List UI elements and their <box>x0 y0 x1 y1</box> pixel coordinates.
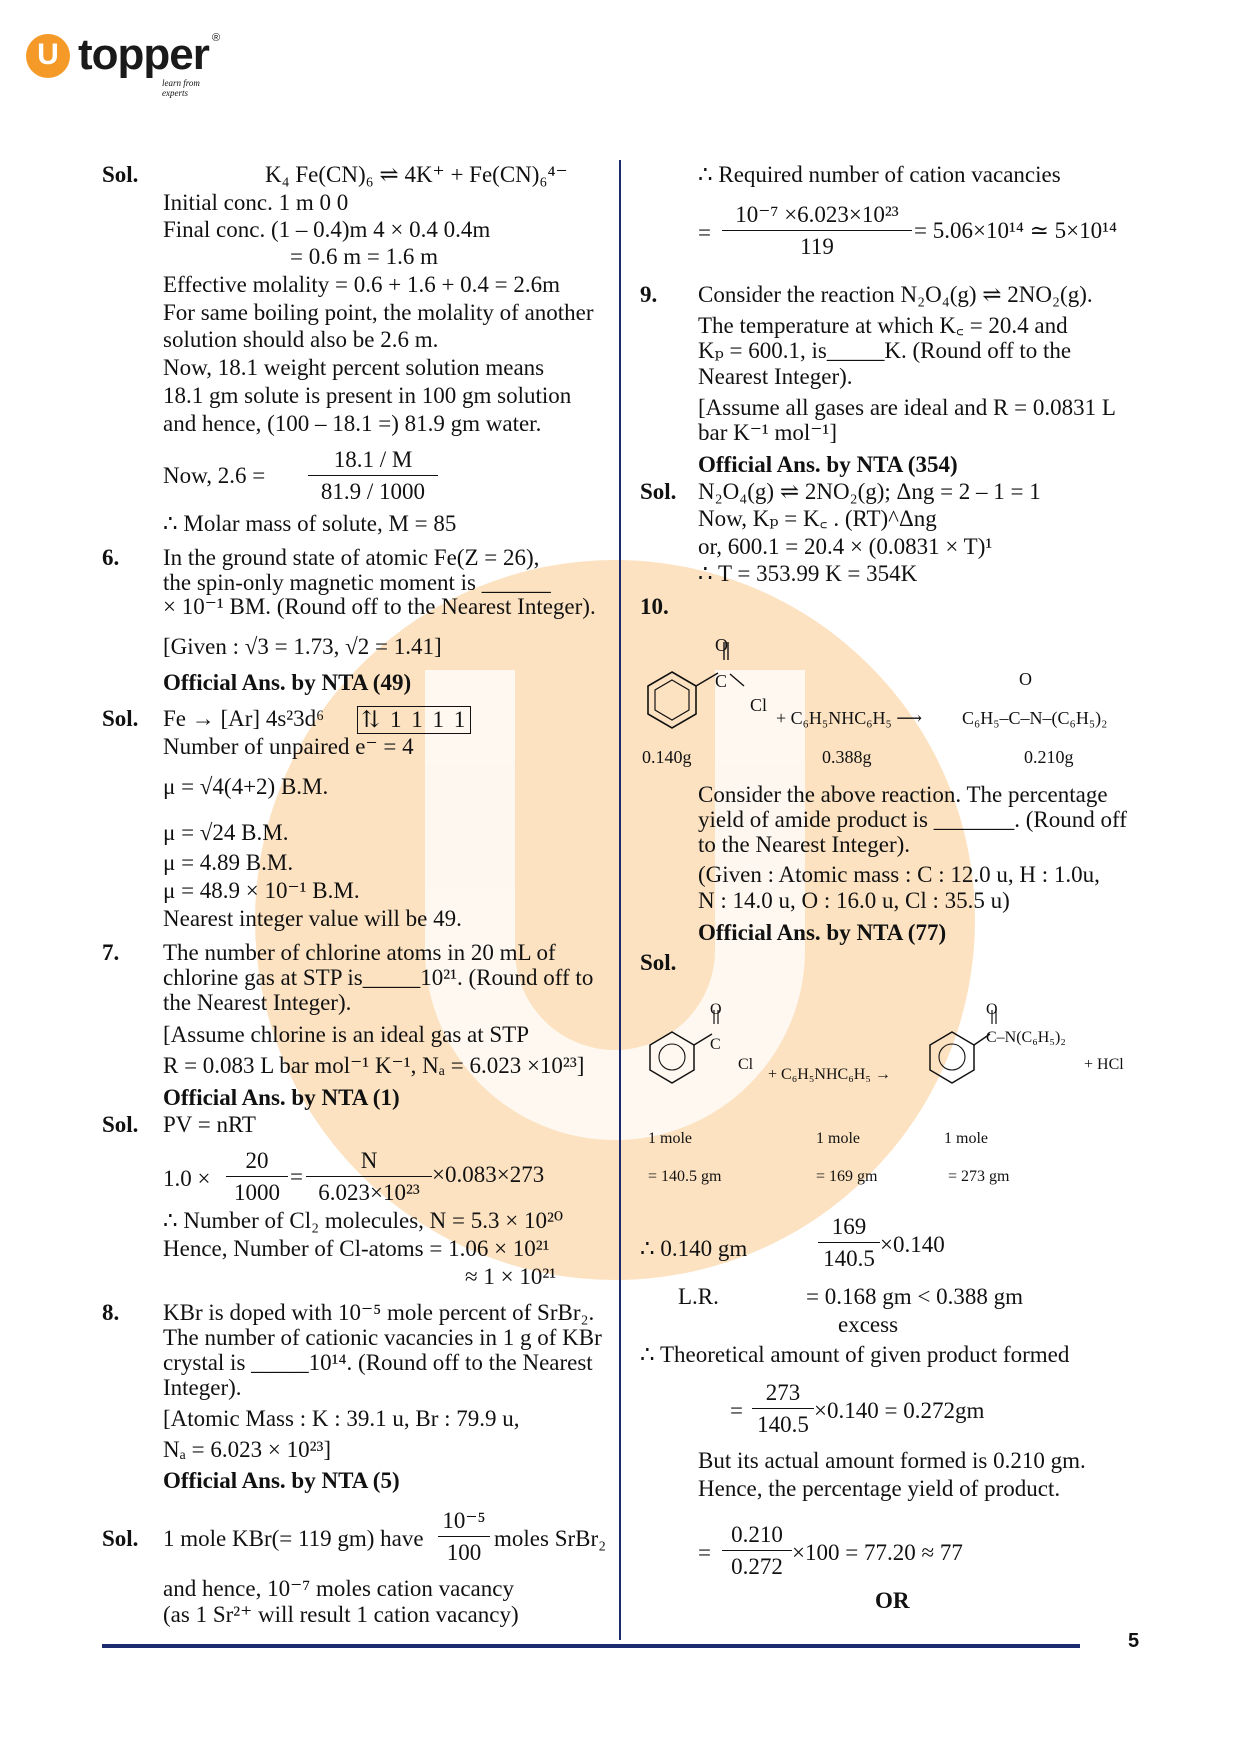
question-number: 9. <box>640 282 658 307</box>
fraction <box>752 1380 814 1438</box>
text-line: 1.0 × <box>163 1166 211 1191</box>
byproduct-text: + HCl <box>1084 1056 1124 1073</box>
atom-label: O <box>986 1001 998 1018</box>
text-line: (Given : Atomic mass : C : 12.0 u, H : 1.0u, <box>698 862 1100 887</box>
fraction-denominator: 119 <box>800 234 834 259</box>
text-line: Nₐ = 6.023 × 10²³] <box>163 1437 332 1462</box>
text-line: Initial conc. 1 m 0 0 <box>163 190 349 215</box>
text-line: or, 600.1 = 20.4 × (0.0831 × T)¹ <box>698 534 993 559</box>
text-line: Nearest Integer). <box>698 364 853 389</box>
question-number: 10. <box>640 594 669 619</box>
reactant-text: + C₆H₅NHC₆H₅ ⟶ <box>776 708 923 728</box>
equals: = <box>730 1398 743 1423</box>
or-separator: OR <box>875 1588 910 1613</box>
text-line: ∴ T = 353.99 K = 354K <box>698 561 918 586</box>
mole-label: 1 mole <box>648 1130 692 1147</box>
text-line: ∴ Number of Cl₂ molecules, N = 5.3 × 10²⁰ <box>163 1208 564 1233</box>
fraction-numerator: 10⁻⁵ <box>438 1508 490 1537</box>
text-line: ≈ 1 × 10²¹ <box>465 1264 557 1289</box>
mole-label: 1 mole <box>944 1130 988 1147</box>
fraction-numerator: 20 <box>226 1148 288 1177</box>
footer-rule <box>102 1644 1080 1648</box>
text-line: ∴ Required number of cation vacancies <box>698 162 1061 187</box>
text-line: [Atomic Mass : K : 39.1 u, Br : 79.9 u, <box>163 1406 520 1431</box>
text-line: Hence, the percentage yield of product. <box>698 1476 1061 1501</box>
fraction <box>226 1148 288 1206</box>
official-answer: Official Ans. by NTA (77) <box>698 920 947 945</box>
mass-label: = 169 gm <box>816 1168 878 1185</box>
text-line: Effective molality = 0.6 + 1.6 + 0.4 = 2.6m <box>163 272 561 297</box>
page-number: 5 <box>1128 1630 1140 1652</box>
text-line: excess <box>838 1312 899 1337</box>
product-text: C–N(C₆H₅)₂ <box>986 1029 1066 1046</box>
text-line: yield of amide product is _______. (Round off <box>698 807 1127 832</box>
fraction-denominator: 0.272 <box>731 1554 783 1579</box>
sol-label: Sol. <box>640 479 677 504</box>
atom-label: O <box>710 1001 722 1018</box>
text-line: ×0.140 <box>880 1232 945 1257</box>
text-line: μ = 48.9 × 10⁻¹ B.M. <box>163 878 360 903</box>
text-line: crystal is _____10¹⁴. (Round off to the Nearest <box>163 1350 593 1375</box>
text-line: The temperature at which K꜀ = 20.4 and <box>698 313 1068 338</box>
logo-wordmark: topper <box>78 30 209 79</box>
text-line: KBr is doped with 10⁻⁵ mole percent of SrBr₂. <box>163 1300 595 1325</box>
text-line: the Nearest Integer). <box>163 990 352 1015</box>
question-number: 8. <box>102 1300 120 1325</box>
text-line: Consider the above reaction. The percentage <box>698 782 1108 807</box>
fraction <box>306 1148 432 1206</box>
logo-mark: U <box>26 34 70 78</box>
text-line: = 0.6 m = 1.6 m <box>290 244 438 269</box>
question-number: 7. <box>102 940 120 965</box>
text-line: Now, 2.6 = <box>163 463 266 488</box>
text-line: Final conc. (1 – 0.4)m 4 × 0.4 0.4m <box>163 217 491 242</box>
text-line: Now, Kₚ = K꜀ . (RT)^Δng <box>698 506 937 531</box>
benzoyl-chloride-structure <box>644 1000 744 1100</box>
fraction-denominator: 140.5 <box>823 1246 875 1271</box>
atom-label: Cl <box>738 1056 754 1073</box>
topper-logo <box>26 30 226 98</box>
text-line: The number of cationic vacancies in 1 g of KBr <box>163 1325 602 1350</box>
text-line: and hence, 10⁻⁷ moles cation vacancy <box>163 1576 514 1601</box>
fraction-denominator: 1000 <box>234 1180 280 1205</box>
text-line: Number of unpaired e⁻ = 4 <box>163 734 414 759</box>
fraction <box>438 1508 490 1566</box>
text-line: ×100 = 77.20 ≈ 77 <box>792 1540 963 1565</box>
fraction-numerator: 0.210 <box>722 1522 792 1551</box>
electron-config: Fe → [Ar] 4s²3d⁶ <box>163 706 325 731</box>
text-line: bar K⁻¹ mol⁻¹] <box>698 420 837 445</box>
text-line: moles SrBr₂ <box>494 1526 607 1551</box>
official-answer: Official Ans. by NTA (49) <box>163 670 412 695</box>
fraction <box>722 1522 792 1580</box>
benzoyl-chloride-structure <box>640 630 750 740</box>
text-line: ∴ Molar mass of solute, M = 85 <box>163 511 457 536</box>
text-line: Kₚ = 600.1, is_____K. (Round off to the <box>698 338 1072 363</box>
fraction-denominator: 6.023×10²³ <box>318 1180 420 1205</box>
equals: = <box>290 1164 303 1189</box>
text-line: N₂O₄(g) ⇌ 2NO₂(g); Δng = 2 – 1 = 1 <box>698 479 1041 504</box>
text-line: ×0.140 = 0.272gm <box>814 1398 985 1423</box>
text-line: μ = √4(4+2) B.M. <box>163 774 329 799</box>
atom-label: C <box>715 671 728 691</box>
atom-label: O <box>1019 669 1032 689</box>
text-line: In the ground state of atomic Fe(Z = 26), <box>163 545 540 570</box>
column-divider <box>619 160 621 1640</box>
sol-label: Sol. <box>102 1526 139 1551</box>
fraction <box>308 447 438 505</box>
text-line: = 5.06×10¹⁴ ≃ 5×10¹⁴ <box>914 218 1118 243</box>
text-line: Integer). <box>163 1375 242 1400</box>
mass-label: = 140.5 gm <box>648 1168 722 1185</box>
text-line: × 10⁻¹ BM. (Round off to the Nearest Integer). <box>163 594 596 619</box>
fraction-numerator: 10⁻⁷ ×6.023×10²³ <box>722 202 912 231</box>
text-line: N : 14.0 u, O : 16.0 u, Cl : 35.5 u) <box>698 888 1010 913</box>
fraction-denominator: 81.9 / 1000 <box>320 479 426 504</box>
fraction-denominator: 100 <box>446 1540 482 1565</box>
fraction-numerator: 18.1 / M <box>308 447 438 476</box>
text-line: to the Nearest Integer). <box>698 832 911 857</box>
text-line: The number of chlorine atoms in 20 mL of <box>163 940 556 965</box>
product-text: C₆H₅–C–N–(C₆H₅)₂ <box>962 708 1108 728</box>
text-line: [Assume chlorine is an ideal gas at STP <box>163 1022 530 1047</box>
mass-label: 0.388g <box>822 747 872 767</box>
official-answer: Official Ans. by NTA (1) <box>163 1085 400 1110</box>
fraction-denominator: 140.5 <box>757 1412 809 1437</box>
mole-label: 1 mole <box>816 1130 860 1147</box>
text-line: (as 1 Sr²⁺ will result 1 cation vacancy) <box>163 1602 519 1627</box>
text-line: solution should also be 2.6 m. <box>163 327 439 352</box>
sol-label: Sol. <box>640 950 677 975</box>
text-line: L.R. <box>678 1284 719 1309</box>
text-line: ∴ Theoretical amount of given product formed <box>640 1342 1070 1367</box>
atom-label: Cl <box>750 695 768 715</box>
text-line: = 0.168 gm < 0.388 gm <box>806 1284 1023 1309</box>
mass-label: = 273 gm <box>948 1168 1010 1185</box>
registered-mark: ® <box>212 32 221 44</box>
text-line: and hence, (100 – 18.1 =) 81.9 gm water. <box>163 411 542 436</box>
logo-tagline: learn from experts <box>162 78 200 98</box>
fraction-numerator: N <box>306 1148 432 1177</box>
equation: K₄ Fe(CN)₆ ⇌ 4K⁺ + Fe(CN)₆⁴⁻ <box>265 162 568 187</box>
text-line: ∴ 0.140 gm <box>640 1236 748 1261</box>
fraction-numerator: 169 <box>818 1214 880 1243</box>
text-line: μ = √24 B.M. <box>163 820 289 845</box>
mass-label: 0.210g <box>1024 747 1074 767</box>
orbital-box: ⇅ 1 1 1 1 <box>357 706 471 734</box>
fraction <box>722 202 912 260</box>
official-answer: Official Ans. by NTA (5) <box>163 1468 400 1493</box>
text-line: R = 0.083 L bar mol⁻¹ K⁻¹, Nₐ = 6.023 ×10²³] <box>163 1053 585 1078</box>
mass-label: 0.140g <box>642 747 692 767</box>
text-line: Hence, Number of Cl-atoms = 1.06 × 10²¹ <box>163 1236 550 1261</box>
text-line: [Assume all gases are ideal and R = 0.0831 L <box>698 395 1116 420</box>
text-line: Nearest integer value will be 49. <box>163 906 462 931</box>
text-line: μ = 4.89 B.M. <box>163 850 294 875</box>
text-line: Now, 18.1 weight percent solution means <box>163 355 545 380</box>
sol-label: Sol. <box>102 162 139 187</box>
text-line: [Given : √3 = 1.73, √2 = 1.41] <box>163 634 442 659</box>
text-line: For same boiling point, the molality of another <box>163 300 594 325</box>
text-line: the spin-only magnetic moment is ______ <box>163 570 551 595</box>
fraction <box>818 1214 880 1272</box>
text-line: chlorine gas at STP is_____10²¹. (Round off to <box>163 965 594 990</box>
official-answer: Official Ans. by NTA (354) <box>698 452 958 477</box>
atom-label: C <box>710 1036 721 1053</box>
fraction-numerator: 273 <box>752 1380 814 1409</box>
text-line: But its actual amount formed is 0.210 gm. <box>698 1448 1086 1473</box>
text-line: 1 mole KBr(= 119 gm) have <box>163 1526 424 1551</box>
atom-label: O <box>715 635 728 655</box>
equals: = <box>698 220 711 245</box>
text-line: Consider the reaction N₂O₄(g) ⇌ 2NO₂(g). <box>698 282 1093 307</box>
text-line: ×0.083×273 <box>432 1162 545 1187</box>
sol-label: Sol. <box>102 706 139 731</box>
sol-label: Sol. <box>102 1112 139 1137</box>
text-line: 18.1 gm solute is present in 100 gm solution <box>163 383 572 408</box>
text-line: PV = nRT <box>163 1112 256 1137</box>
question-number: 6. <box>102 545 120 570</box>
reactant-text: + C₆H₅NHC₆H₅ → <box>768 1066 891 1083</box>
equals: = <box>698 1540 711 1565</box>
